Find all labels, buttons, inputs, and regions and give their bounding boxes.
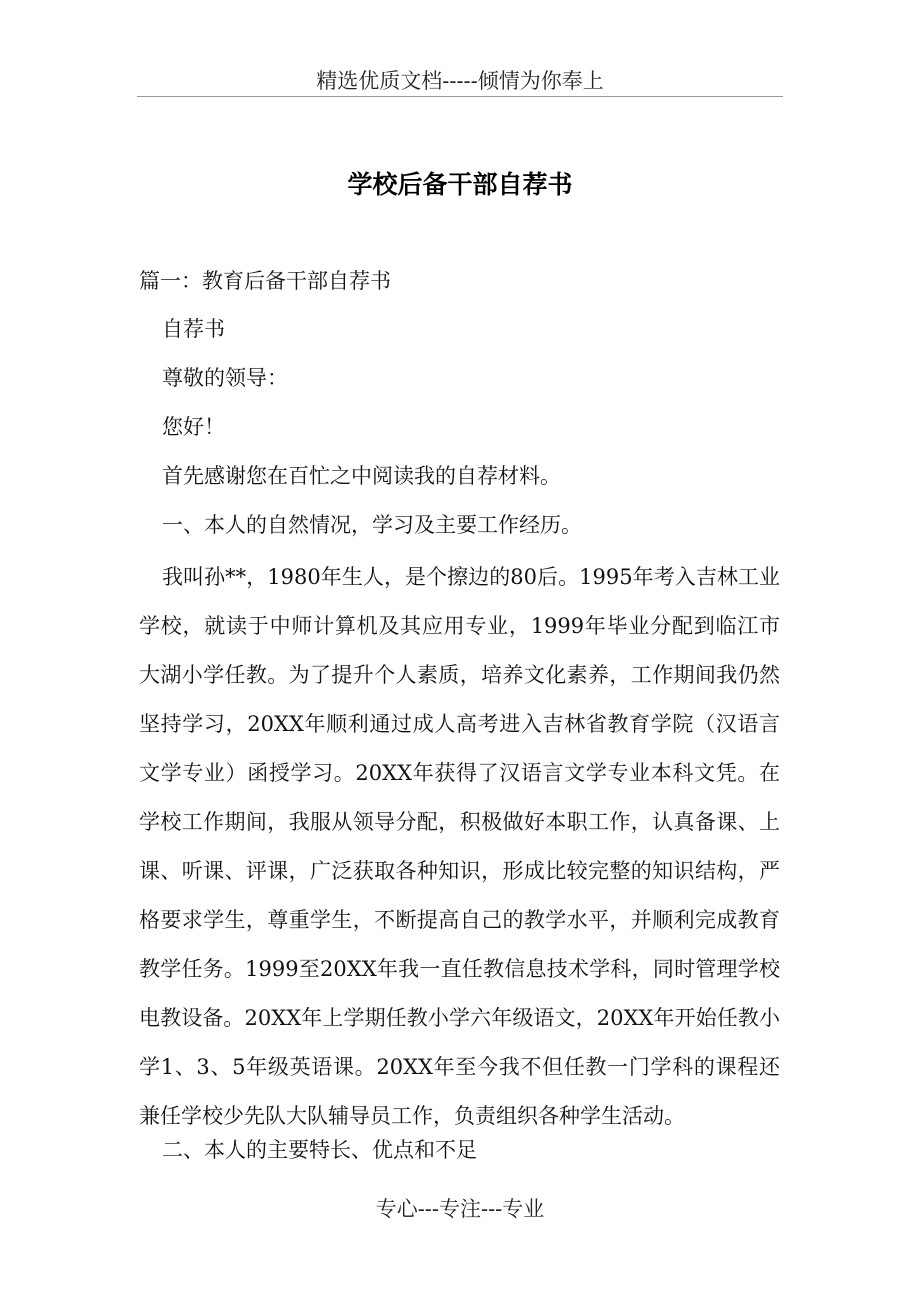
greeting: 您好！ <box>162 415 225 439</box>
page-header-text: 精选优质文档-----倾情为你奉上 <box>316 69 604 93</box>
part2-heading: 二、本人的主要特长、优点和不足 <box>162 1138 477 1162</box>
section-heading: 篇一：教育后备干部自荐书 <box>139 269 391 293</box>
part1-body-paragraph: 我叫孙**，1980年生人，是个擦边的80后。1995年考入吉林工业学校，就读于中师计算机及其应用专业，1999年毕业分配到临江市大湖小学任教。为了提升个人素质，培养文化素养，工作期间我仍然坚持学习，20XX年顺利通过成人高考进入吉林省教育学院（汉语言文学专业）函授学习。20XX年获得了汉语言文学专业本科文凭。在学校工作期间，我服从领导分配，积极做好本职工作，认真备课、上课、听课、评课，广泛获取各种知识，形成比较完整的知识结构，严格要求学生，尊重学生，不断提高自己的教学水平，并顺利完成教育教学任务。1999至20XX年我一直任教信息技术学科，同时管理学校电教设备。20XX年上学期任教小学六年级语文，20XX年开始任教小学1、3、5年级英语课。20XX年至今我不但任教一门学科的课程还兼任学校少先队大队辅导员工作，负责组织各种学生活动。 <box>139 565 780 1128</box>
part1-heading: 一、本人的自然情况，学习及主要工作经历。 <box>162 513 582 537</box>
salutation: 尊敬的领导： <box>162 366 288 390</box>
letter-subtitle: 自荐书 <box>162 317 225 341</box>
header-divider <box>137 96 783 97</box>
page-footer-text: 专心---专注---专业 <box>375 1197 545 1221</box>
document-title: 学校后备干部自荐书 <box>347 170 573 199</box>
intro-paragraph: 首先感谢您在百忙之中阅读我的自荐材料。 <box>162 464 561 488</box>
